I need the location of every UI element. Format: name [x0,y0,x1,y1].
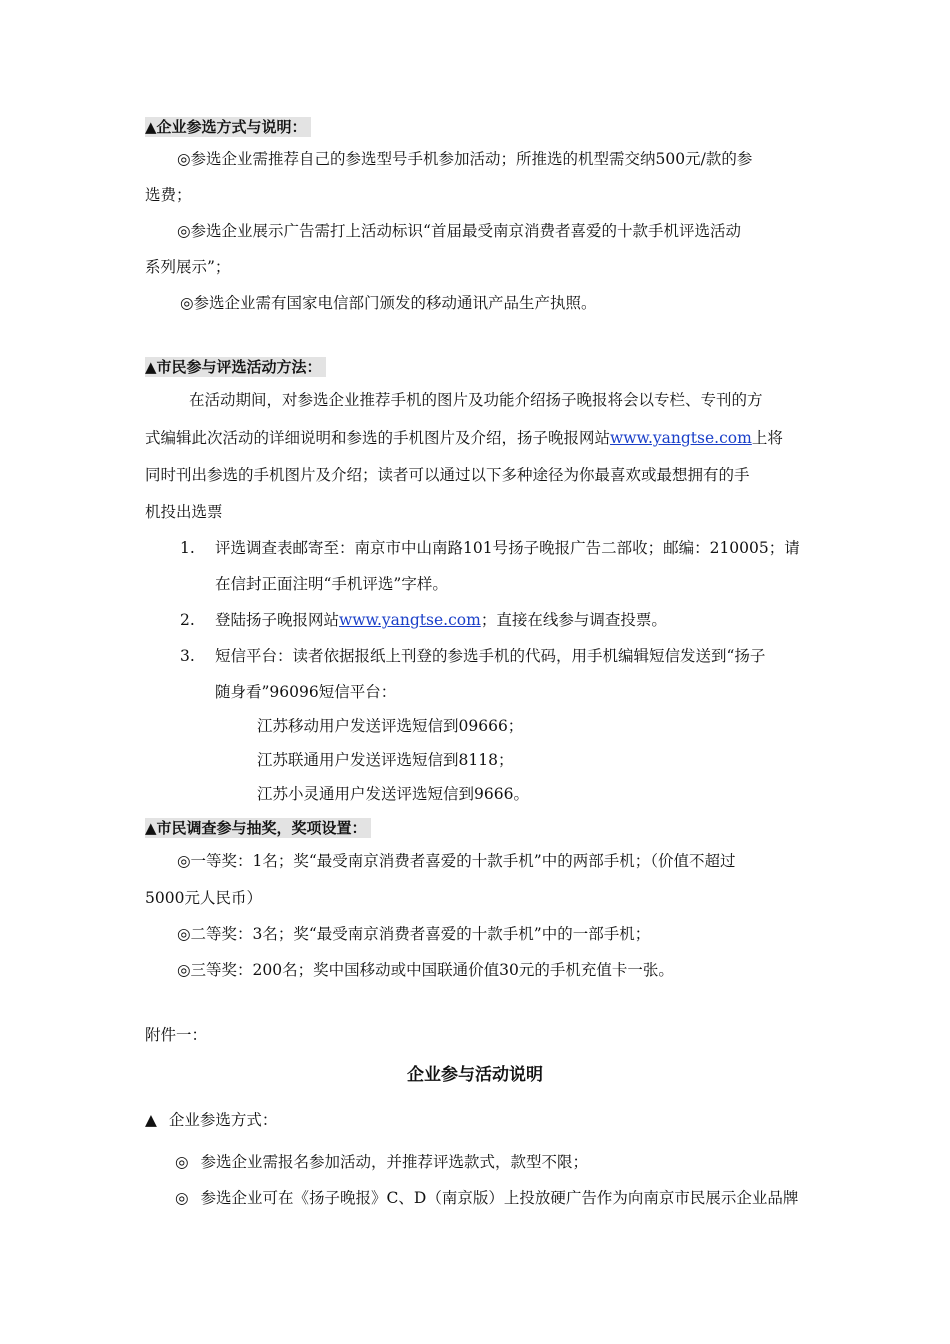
paragraph-line: 5000元人民币） [145,889,262,907]
section-heading-enterprise: ▲企业参选方式与说明： [145,117,311,137]
sms-line: 江苏联通用户发送评选短信到8118； [257,751,514,769]
double-circle-icon: ◎ [175,1189,189,1207]
paragraph-line: 机投出选票 [145,503,223,521]
section-heading-prizes: ▲市民调查参与抽奖，奖项设置： [145,818,371,838]
paragraph-line: 系列展示”； [145,258,231,276]
paragraph-line: ◎一等奖：1名；奖“最受南京消费者喜爱的十款手机”中的两部手机；（价值不超过 [177,852,736,870]
triangle-icon: ▲ [145,1111,157,1129]
paragraph-line: ◎参选企业需有国家电信部门颁发的移动通讯产品生产执照。 [180,294,597,312]
attachment-bullet: ◎ 参选企业需报名参加活动，并推荐评选款式，款型不限； [175,1153,589,1171]
attachment-heading: ▲ 企业参选方式： [145,1111,278,1129]
paragraph-line: ◎参选企业展示广告需打上活动标识“首届最受南京消费者喜爱的十款手机评选活动 [177,222,741,240]
attachment-title: 企业参与活动说明 [407,1065,543,1085]
list-number: 2. [180,611,195,629]
attachment-bullet: ◎ 参选企业可在《扬子晚报》C、D（南京版）上投放硬广告作为向南京市民展示企业品牌 [175,1189,799,1207]
list-item: 3. 短信平台：读者依据报纸上刊登的参选手机的代码，用手机编辑短信发送到“扬子 [180,647,766,665]
yangtse-website-link[interactable]: www.yangtse.com [339,611,481,629]
sms-line: 江苏移动用户发送评选短信到09666； [257,717,524,735]
list-number: 1. [180,539,195,557]
paragraph-line: ◎参选企业需推荐自己的参选型号手机参加活动；所推选的机型需交纳500元/款的参 [177,150,753,168]
section-heading-citizen-voting: ▲市民参与评选活动方法： [145,357,326,377]
paragraph-line: 选费； [145,186,192,204]
paragraph-line: ◎二等奖：3名；奖“最受南京消费者喜爱的十款手机”中的一部手机； [177,925,651,943]
paragraph-line: 在活动期间，对参选企业推荐手机的图片及功能介绍扬子晚报将会以专栏、专刊的方 [189,391,763,409]
yangtse-website-link[interactable]: www.yangtse.com [610,429,752,447]
list-number: 3. [180,647,195,665]
list-item: 2. 登陆扬子晚报网站www.yangtse.com；直接在线参与调查投票。 [180,611,667,629]
double-circle-icon: ◎ [175,1153,189,1171]
paragraph-line: 同时刊出参选的手机图片及介绍；读者可以通过以下多种途径为你最喜欢或最想拥有的手 [145,466,750,484]
attachment-label: 附件一： [145,1026,208,1044]
sms-line: 江苏小灵通用户发送评选短信到9666。 [257,785,529,803]
paragraph-line: 式编辑此次活动的详细说明和参选的手机图片及介绍，扬子晚报网站www.yangtse.com上将 [145,429,783,447]
list-item: 1. 评选调查表邮寄至：南京市中山南路101号扬子晚报广告二部收；邮编：210005；请 [180,539,800,557]
paragraph-line: ◎三等奖：200名；奖中国移动或中国联通价值30元的手机充值卡一张。 [177,961,674,979]
list-item-continuation: 在信封正面注明“手机评选”字样。 [215,575,448,593]
list-item-continuation: 随身看”96096短信平台： [215,683,397,701]
